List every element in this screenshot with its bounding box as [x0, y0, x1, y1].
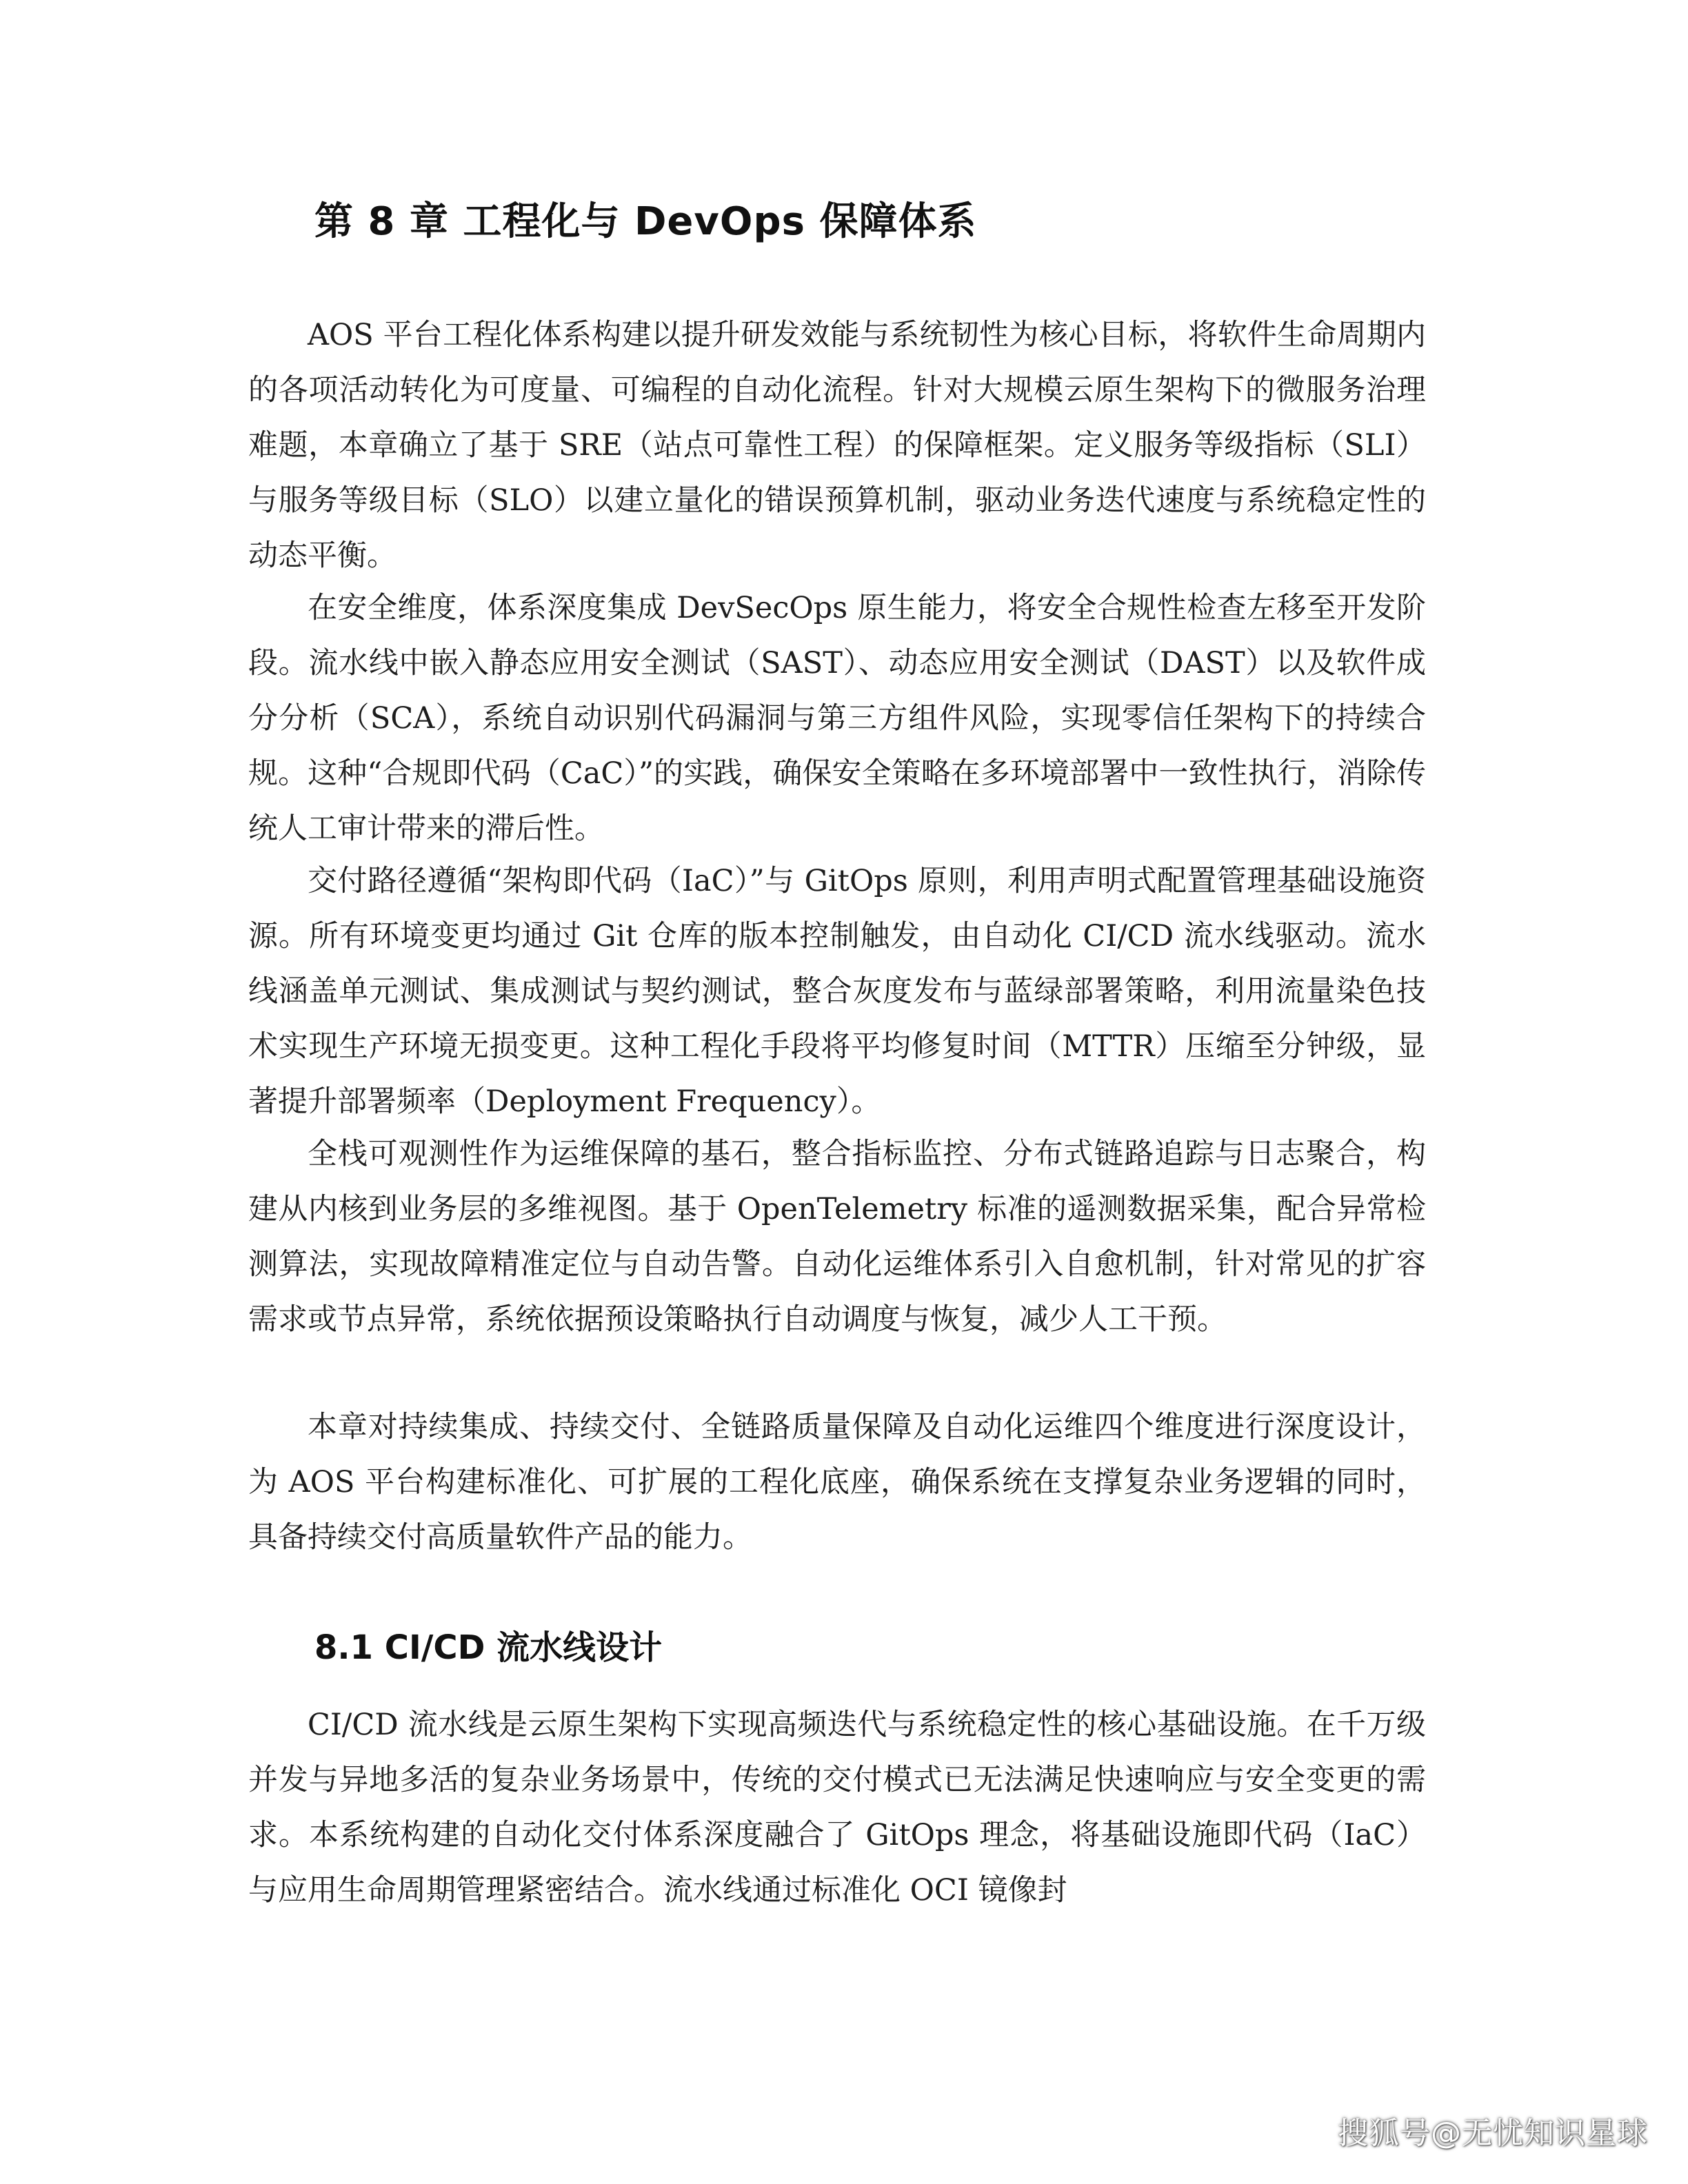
- watermark: 搜狐号@无忧知识星球: [1338, 2116, 1648, 2151]
- chapter-paragraph-observability: 全栈可观测性作为运维保障的基石，整合指标监控、分布式链路追踪与日志聚合，构建从内核到业务层的多维视图。基于 OpenTelemetry 标准的遥测数据采集，配合异常检测算法，实现故障精准定位与自动告警。自动化运维体系引入自愈机制，针对常见的扩容需求或节点异常，系统依据预设策略执行自动调度与恢复，减少人工干预。: [248, 1137, 1426, 1337]
- chapter-paragraph-summary: 本章对持续集成、持续交付、全链路质量保障及自动化运维四个维度进行深度设计，为 AOS 平台构建标准化、可扩展的工程化底座，确保系统在支撑复杂业务逻辑的同时，具备持续交付高质量软件产品的能力。: [248, 1410, 1426, 1555]
- chapter-paragraph-delivery: 交付路径遵循“架构即代码（IaC）”与 GitOps 原则，利用声明式配置管理基础设施资源。所有环境变更均通过 Git 仓库的版本控制触发，由自动化 CI/CD 流水线驱动。流水线涵盖单元测试、集成测试与契约测试，整合灰度发布与蓝绿部署策略，利用流量染色技术实现生产环境无损变更。这种工程化手段将平均修复时间（MTTR）压缩至分钟级，显著提升部署频率（Deployment Frequency）。: [248, 864, 1426, 1119]
- chapter-title: 第 8 章 工程化与 DevOps 保障体系: [314, 199, 977, 244]
- section-paragraph-cicd: CI/CD 流水线是云原生架构下实现高频迭代与系统稳定性的核心基础设施。在千万级并发与异地多活的复杂业务场景中，传统的交付模式已无法满足快速响应与安全变更的需求。本系统构建的自动化交付体系深度融合了 GitOps 理念，将基础设施即代码（IaC）与应用生命周期管理紧密结合。流水线通过标准化 OCI 镜像封: [248, 1708, 1426, 1908]
- chapter-paragraph-intro: AOS 平台工程化体系构建以提升研发效能与系统韧性为核心目标，将软件生命周期内的各项活动转化为可度量、可编程的自动化流程。针对大规模云原生架构下的微服务治理难题，本章确立了基于 SRE（站点可靠性工程）的保障框架。定义服务等级指标（SLI）与服务等级目标（SLO）以建立量化的错误预算机制，驱动业务迭代速度与系统稳定性的动态平衡。: [248, 318, 1426, 573]
- section-title: 8.1 CI/CD 流水线设计: [314, 1628, 663, 1667]
- chapter-paragraph-security: 在安全维度，体系深度集成 DevSecOps 原生能力，将安全合规性检查左移至开发阶段。流水线中嵌入静态应用安全测试（SAST）、动态应用安全测试（DAST）以及软件成分分析（SCA），系统自动识别代码漏洞与第三方组件风险，实现零信任架构下的持续合规。这种“合规即代码（CaC）”的实践，确保安全策略在多环境部署中一致性执行，消除传统人工审计带来的滞后性。: [248, 591, 1426, 846]
